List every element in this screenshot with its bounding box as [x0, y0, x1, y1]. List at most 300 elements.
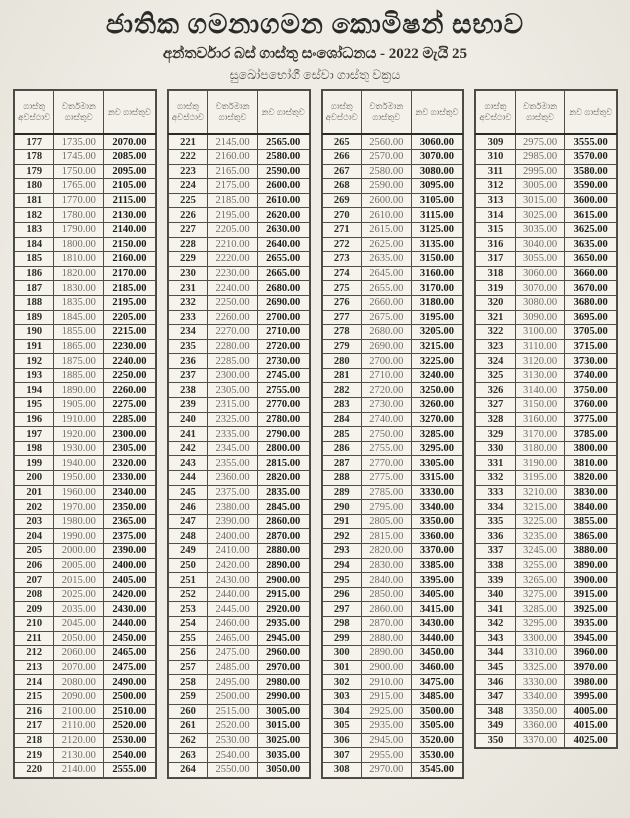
current-fare-cell: 3150.00 — [515, 398, 565, 413]
current-fare-cell: 2300.00 — [208, 368, 258, 383]
table-row — [322, 310, 463, 325]
fare-tables — [0, 83, 630, 777]
new-fare-cell: 2105.00 — [104, 179, 156, 194]
new-fare-cell: 3980.00 — [565, 675, 617, 690]
fare-stage-cell: 327 — [476, 398, 515, 413]
table-row — [322, 500, 463, 515]
current-fare-cell: 2710.00 — [361, 368, 411, 383]
current-fare-cell: 1845.00 — [54, 310, 104, 325]
table-row — [168, 164, 309, 179]
fare-stage-cell: 242 — [168, 441, 207, 456]
fare-stage-cell: 192 — [15, 354, 54, 369]
current-fare-cell: 2975.00 — [515, 134, 565, 149]
current-fare-cell: 2495.00 — [208, 675, 258, 690]
table-row — [15, 237, 156, 252]
table-row — [168, 149, 309, 164]
fare-stage-cell: 180 — [15, 179, 54, 194]
table-row — [15, 354, 156, 369]
fare-stage-cell: 195 — [15, 398, 54, 413]
current-fare-cell: 2195.00 — [208, 208, 258, 223]
fare-stage-cell: 309 — [476, 134, 515, 149]
new-fare-cell: 2465.00 — [104, 646, 156, 661]
new-fare-cell: 3660.00 — [565, 266, 617, 281]
new-fare-cell: 2095.00 — [104, 164, 156, 179]
table-row — [15, 529, 156, 544]
current-fare-cell: 2100.00 — [54, 704, 104, 719]
new-fare-cell: 3250.00 — [411, 383, 463, 398]
table-row — [322, 383, 463, 398]
fare-stage-cell: 265 — [322, 134, 361, 149]
new-fare-cell: 3485.00 — [411, 689, 463, 704]
fare-stage-cell: 296 — [322, 587, 361, 602]
new-fare-cell: 3060.00 — [411, 134, 463, 149]
new-fare-cell: 3315.00 — [411, 471, 463, 486]
new-fare-cell: 3460.00 — [411, 660, 463, 675]
fare-stage-cell: 181 — [15, 193, 54, 208]
fare-stage-cell: 194 — [15, 383, 54, 398]
current-fare-cell: 2955.00 — [361, 748, 411, 763]
fare-stage-cell: 332 — [476, 471, 515, 486]
column-header-current: වර්තමාන ගාස්තුව — [515, 91, 565, 135]
current-fare-cell: 1745.00 — [54, 149, 104, 164]
current-fare-cell: 2360.00 — [208, 471, 258, 486]
table-row — [476, 179, 617, 194]
table-row — [15, 558, 156, 573]
current-fare-cell: 2175.00 — [208, 179, 258, 194]
new-fare-cell: 3450.00 — [411, 646, 463, 661]
table-row — [322, 573, 463, 588]
fare-stage-cell: 346 — [476, 675, 515, 690]
new-fare-cell: 4015.00 — [565, 719, 617, 734]
table-row — [15, 339, 156, 354]
new-fare-cell: 3570.00 — [565, 149, 617, 164]
new-fare-cell: 2870.00 — [257, 529, 309, 544]
new-fare-cell: 3370.00 — [411, 544, 463, 559]
table-row — [476, 689, 617, 704]
fare-stage-cell: 202 — [15, 500, 54, 515]
current-fare-cell: 1950.00 — [54, 471, 104, 486]
new-fare-cell: 2195.00 — [104, 295, 156, 310]
fare-stage-cell: 197 — [15, 427, 54, 442]
column-header-stage: ගාස්තු අවස්ථාව — [168, 91, 207, 135]
current-fare-cell: 3160.00 — [515, 412, 565, 427]
fare-stage-cell: 333 — [476, 485, 515, 500]
table-row — [476, 675, 617, 690]
table-row — [168, 631, 309, 646]
table-row — [15, 704, 156, 719]
table-row — [476, 354, 617, 369]
fare-stage-cell: 219 — [15, 748, 54, 763]
fare-stage-cell: 299 — [322, 631, 361, 646]
table-row — [322, 134, 463, 149]
current-fare-cell: 1980.00 — [54, 514, 104, 529]
table-row — [322, 704, 463, 719]
table-row — [168, 719, 309, 734]
current-fare-cell: 1885.00 — [54, 368, 104, 383]
new-fare-cell: 2490.00 — [104, 675, 156, 690]
table-row — [168, 733, 309, 748]
current-fare-cell: 2110.00 — [54, 719, 104, 734]
current-fare-cell: 2515.00 — [208, 704, 258, 719]
current-fare-cell: 3360.00 — [515, 719, 565, 734]
current-fare-cell: 2220.00 — [208, 252, 258, 267]
new-fare-cell: 2935.00 — [257, 616, 309, 631]
current-fare-cell: 2165.00 — [208, 164, 258, 179]
new-fare-cell: 2700.00 — [257, 310, 309, 325]
new-fare-cell: 3270.00 — [411, 412, 463, 427]
fare-stage-cell: 269 — [322, 193, 361, 208]
new-fare-cell: 2540.00 — [104, 748, 156, 763]
fare-stage-cell: 319 — [476, 281, 515, 296]
current-fare-cell: 2355.00 — [208, 456, 258, 471]
table-row — [476, 193, 617, 208]
table-row — [168, 602, 309, 617]
fare-stage-cell: 326 — [476, 383, 515, 398]
table-row — [322, 631, 463, 646]
current-fare-cell: 2475.00 — [208, 646, 258, 661]
new-fare-cell: 3240.00 — [411, 368, 463, 383]
fare-stage-cell: 304 — [322, 704, 361, 719]
current-fare-cell: 3100.00 — [515, 325, 565, 340]
new-fare-cell: 3760.00 — [565, 398, 617, 413]
current-fare-cell: 2000.00 — [54, 544, 104, 559]
new-fare-cell: 3115.00 — [411, 208, 463, 223]
current-fare-cell: 2070.00 — [54, 660, 104, 675]
fare-stage-cell: 306 — [322, 733, 361, 748]
current-fare-cell: 3210.00 — [515, 485, 565, 500]
fare-stage-cell: 241 — [168, 427, 207, 442]
fare-stage-cell: 279 — [322, 339, 361, 354]
page-title: ජාතික ගමනාගමන කොමිෂන් සභාව — [105, 9, 525, 39]
new-fare-cell: 2170.00 — [104, 266, 156, 281]
fare-stage-cell: 310 — [476, 149, 515, 164]
table-row — [168, 193, 309, 208]
fare-stage-cell: 313 — [476, 193, 515, 208]
current-fare-cell: 2750.00 — [361, 427, 411, 442]
new-fare-cell: 3945.00 — [565, 631, 617, 646]
current-fare-cell: 2130.00 — [54, 748, 104, 763]
new-fare-cell: 2600.00 — [257, 179, 309, 194]
fare-stage-cell: 248 — [168, 529, 207, 544]
fare-stage-cell: 204 — [15, 529, 54, 544]
fare-stage-cell: 266 — [322, 149, 361, 164]
table-row — [322, 587, 463, 602]
new-fare-cell: 2835.00 — [257, 485, 309, 500]
table-row — [476, 704, 617, 719]
fare-stage-cell: 256 — [168, 646, 207, 661]
current-fare-cell: 3025.00 — [515, 208, 565, 223]
new-fare-cell: 3160.00 — [411, 266, 463, 281]
table-row — [322, 456, 463, 471]
fare-stage-cell: 335 — [476, 514, 515, 529]
new-fare-cell: 3890.00 — [565, 558, 617, 573]
current-fare-cell: 2995.00 — [515, 164, 565, 179]
fare-stage-cell: 295 — [322, 573, 361, 588]
new-fare-cell: 2420.00 — [104, 587, 156, 602]
new-fare-cell: 2755.00 — [257, 383, 309, 398]
current-fare-cell: 2655.00 — [361, 281, 411, 296]
fare-stage-cell: 260 — [168, 704, 207, 719]
fare-stage-cell: 247 — [168, 514, 207, 529]
current-fare-cell: 2050.00 — [54, 631, 104, 646]
fare-stage-cell: 311 — [476, 164, 515, 179]
current-fare-cell: 2570.00 — [361, 149, 411, 164]
fare-stage-cell: 298 — [322, 616, 361, 631]
current-fare-cell: 3190.00 — [515, 456, 565, 471]
table-row — [476, 398, 617, 413]
new-fare-cell: 2630.00 — [257, 222, 309, 237]
fare-table-3 — [322, 90, 464, 777]
fare-stage-cell: 208 — [15, 587, 54, 602]
new-fare-cell: 2610.00 — [257, 193, 309, 208]
table-row — [476, 616, 617, 631]
current-fare-cell: 2610.00 — [361, 208, 411, 223]
table-row — [15, 733, 156, 748]
current-fare-cell: 3215.00 — [515, 500, 565, 515]
table-row — [322, 339, 463, 354]
table-row — [322, 471, 463, 486]
table-row — [15, 208, 156, 223]
table-row — [322, 602, 463, 617]
table-row — [15, 762, 156, 777]
new-fare-cell: 3960.00 — [565, 646, 617, 661]
new-fare-cell: 2680.00 — [257, 281, 309, 296]
new-fare-cell: 3080.00 — [411, 164, 463, 179]
table-row — [476, 719, 617, 734]
fare-stage-cell: 201 — [15, 485, 54, 500]
new-fare-cell: 2350.00 — [104, 500, 156, 515]
table-row — [476, 427, 617, 442]
current-fare-cell: 2035.00 — [54, 602, 104, 617]
fare-stage-cell: 293 — [322, 544, 361, 559]
table-row — [322, 325, 463, 340]
table-row — [476, 383, 617, 398]
fare-stage-cell: 185 — [15, 252, 54, 267]
current-fare-cell: 3180.00 — [515, 441, 565, 456]
table-row — [476, 441, 617, 456]
new-fare-cell: 3475.00 — [411, 675, 463, 690]
table-row — [476, 485, 617, 500]
new-fare-cell: 2980.00 — [257, 675, 309, 690]
current-fare-cell: 2390.00 — [208, 514, 258, 529]
current-fare-cell: 3120.00 — [515, 354, 565, 369]
new-fare-cell: 3015.00 — [257, 719, 309, 734]
current-fare-cell: 2430.00 — [208, 573, 258, 588]
table-row — [168, 237, 309, 252]
current-fare-cell: 2335.00 — [208, 427, 258, 442]
new-fare-cell: 2430.00 — [104, 602, 156, 617]
new-fare-cell: 2260.00 — [104, 383, 156, 398]
current-fare-cell: 2785.00 — [361, 485, 411, 500]
new-fare-cell: 2275.00 — [104, 398, 156, 413]
fare-stage-cell: 318 — [476, 266, 515, 281]
table-row — [476, 558, 617, 573]
new-fare-cell: 3150.00 — [411, 252, 463, 267]
current-fare-cell: 1890.00 — [54, 383, 104, 398]
new-fare-cell: 3070.00 — [411, 149, 463, 164]
new-fare-cell: 3830.00 — [565, 485, 617, 500]
new-fare-cell: 2340.00 — [104, 485, 156, 500]
table-row — [476, 587, 617, 602]
table-row — [15, 427, 156, 442]
table-row — [15, 485, 156, 500]
table-row — [168, 325, 309, 340]
new-fare-cell: 2130.00 — [104, 208, 156, 223]
table-row — [15, 412, 156, 427]
column-header-current: වර්තමාන ගාස්තුව — [54, 91, 104, 135]
fare-stage-cell: 234 — [168, 325, 207, 340]
fare-stage-cell: 257 — [168, 660, 207, 675]
current-fare-cell: 2230.00 — [208, 266, 258, 281]
table-row — [476, 266, 617, 281]
fare-stage-cell: 340 — [476, 587, 515, 602]
new-fare-cell: 3650.00 — [565, 252, 617, 267]
current-fare-cell: 3285.00 — [515, 602, 565, 617]
new-fare-cell: 3125.00 — [411, 222, 463, 237]
new-fare-cell: 3340.00 — [411, 500, 463, 515]
new-fare-cell: 2780.00 — [257, 412, 309, 427]
current-fare-cell: 2870.00 — [361, 616, 411, 631]
new-fare-cell: 3750.00 — [565, 383, 617, 398]
new-fare-cell: 3970.00 — [565, 660, 617, 675]
table-row — [322, 719, 463, 734]
new-fare-cell: 2580.00 — [257, 149, 309, 164]
current-fare-cell: 2625.00 — [361, 237, 411, 252]
current-fare-cell: 2210.00 — [208, 237, 258, 252]
fare-stage-cell: 291 — [322, 514, 361, 529]
current-fare-cell: 3195.00 — [515, 471, 565, 486]
fare-stage-cell: 187 — [15, 281, 54, 296]
current-fare-cell: 2325.00 — [208, 412, 258, 427]
table-row — [322, 675, 463, 690]
current-fare-cell: 3015.00 — [515, 193, 565, 208]
table-row — [15, 222, 156, 237]
current-fare-cell: 3370.00 — [515, 733, 565, 748]
fare-stage-cell: 224 — [168, 179, 207, 194]
fare-stage-cell: 328 — [476, 412, 515, 427]
current-fare-cell: 2615.00 — [361, 222, 411, 237]
table-row — [322, 485, 463, 500]
current-fare-cell: 2285.00 — [208, 354, 258, 369]
table-row — [168, 456, 309, 471]
fare-stage-cell: 228 — [168, 237, 207, 252]
fare-stage-cell: 239 — [168, 398, 207, 413]
table-row — [168, 354, 309, 369]
new-fare-cell: 2230.00 — [104, 339, 156, 354]
new-fare-cell: 3705.00 — [565, 325, 617, 340]
new-fare-cell: 3615.00 — [565, 208, 617, 223]
current-fare-cell: 2315.00 — [208, 398, 258, 413]
current-fare-cell: 1940.00 — [54, 456, 104, 471]
fare-stage-cell: 271 — [322, 222, 361, 237]
new-fare-cell: 2620.00 — [257, 208, 309, 223]
new-fare-cell: 2500.00 — [104, 689, 156, 704]
table-row — [15, 310, 156, 325]
table-row — [15, 631, 156, 646]
fare-stage-cell: 190 — [15, 325, 54, 340]
new-fare-cell: 2655.00 — [257, 252, 309, 267]
table-row — [168, 339, 309, 354]
current-fare-cell: 3295.00 — [515, 616, 565, 631]
table-row — [168, 544, 309, 559]
current-fare-cell: 3325.00 — [515, 660, 565, 675]
new-fare-cell: 3855.00 — [565, 514, 617, 529]
current-fare-cell: 3330.00 — [515, 675, 565, 690]
table-row — [15, 500, 156, 515]
current-fare-cell: 2015.00 — [54, 573, 104, 588]
fare-stage-cell: 297 — [322, 602, 361, 617]
table-row — [476, 368, 617, 383]
current-fare-cell: 3140.00 — [515, 383, 565, 398]
fare-stage-cell: 249 — [168, 544, 207, 559]
new-fare-cell: 4005.00 — [565, 704, 617, 719]
table-row — [476, 339, 617, 354]
fare-stage-cell: 184 — [15, 237, 54, 252]
fare-stage-cell: 240 — [168, 412, 207, 427]
column-header-stage: ගාස්තු අවස්ථාව — [15, 91, 54, 135]
fare-stage-cell: 209 — [15, 602, 54, 617]
current-fare-cell: 1905.00 — [54, 398, 104, 413]
fare-stage-cell: 345 — [476, 660, 515, 675]
fare-stage-cell: 324 — [476, 354, 515, 369]
table-row — [168, 222, 309, 237]
table-row — [322, 179, 463, 194]
fare-stage-cell: 200 — [15, 471, 54, 486]
current-fare-cell: 2850.00 — [361, 587, 411, 602]
current-fare-cell: 2970.00 — [361, 762, 411, 777]
table-row — [168, 587, 309, 602]
current-fare-cell: 3255.00 — [515, 558, 565, 573]
table-row — [15, 573, 156, 588]
current-fare-cell: 1865.00 — [54, 339, 104, 354]
new-fare-cell: 3695.00 — [565, 310, 617, 325]
current-fare-cell: 3040.00 — [515, 237, 565, 252]
column-header-new: නව ගාස්තුව — [257, 91, 309, 135]
current-fare-cell: 2675.00 — [361, 310, 411, 325]
new-fare-cell: 2475.00 — [104, 660, 156, 675]
fare-stage-cell: 198 — [15, 441, 54, 456]
new-fare-cell: 2720.00 — [257, 339, 309, 354]
current-fare-cell: 3245.00 — [515, 544, 565, 559]
fare-stage-cell: 193 — [15, 368, 54, 383]
new-fare-cell: 3285.00 — [411, 427, 463, 442]
current-fare-cell: 1830.00 — [54, 281, 104, 296]
current-fare-cell: 2260.00 — [208, 310, 258, 325]
current-fare-cell: 3005.00 — [515, 179, 565, 194]
current-fare-cell: 2915.00 — [361, 689, 411, 704]
table-row — [168, 514, 309, 529]
new-fare-cell: 3715.00 — [565, 339, 617, 354]
fare-stage-cell: 280 — [322, 354, 361, 369]
fare-stage-cell: 350 — [476, 733, 515, 748]
table-row — [15, 587, 156, 602]
new-fare-cell: 2790.00 — [257, 427, 309, 442]
fare-stage-cell: 338 — [476, 558, 515, 573]
table-row — [168, 266, 309, 281]
fare-table-2 — [168, 90, 310, 777]
current-fare-cell: 3080.00 — [515, 295, 565, 310]
table-row — [322, 616, 463, 631]
fare-stage-cell: 221 — [168, 134, 207, 149]
revision-subtitle: අන්තර්වාර බස් ගාස්තු සංශෝධනය - 2022 මැයි 25 — [162, 46, 468, 63]
table-row — [476, 222, 617, 237]
fare-stage-cell: 281 — [322, 368, 361, 383]
current-fare-cell: 3310.00 — [515, 646, 565, 661]
current-fare-cell: 3110.00 — [515, 339, 565, 354]
table-row — [168, 704, 309, 719]
fare-stage-cell: 344 — [476, 646, 515, 661]
new-fare-cell: 2710.00 — [257, 325, 309, 340]
